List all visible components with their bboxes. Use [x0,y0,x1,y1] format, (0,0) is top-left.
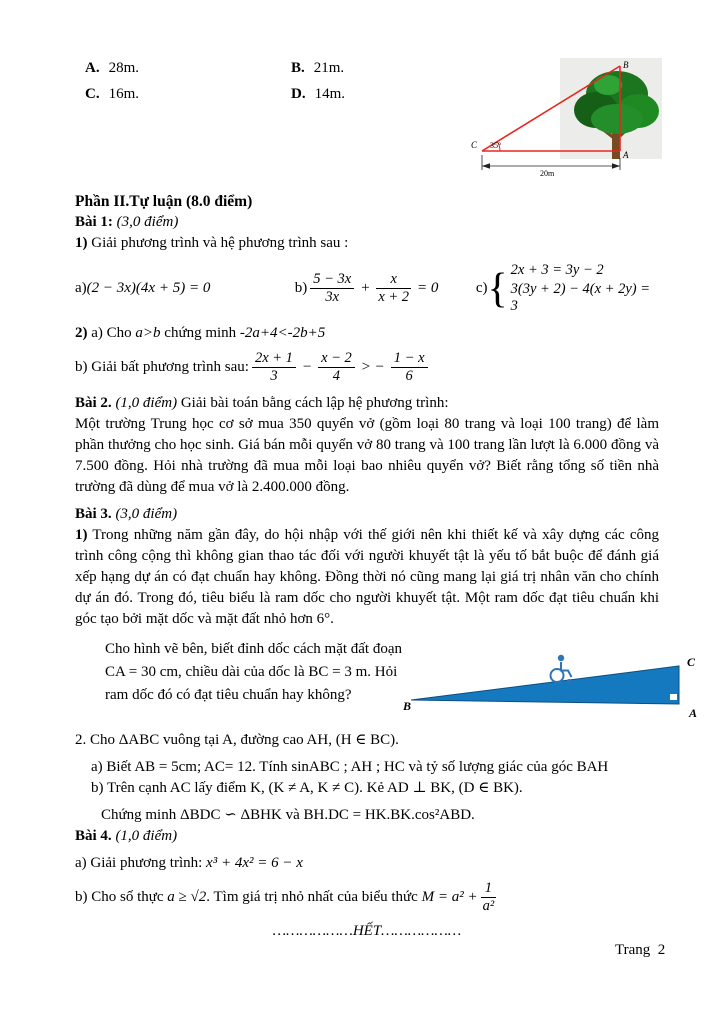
wheelchair-icon [551,655,572,683]
bai1-item2-number: 2) [75,325,88,341]
system-line-2: 3(3y + 2) − 4(x + 2y) = 3 [510,281,651,314]
plus-operator: + [360,280,371,296]
option-c-label: C. [85,85,100,102]
inequality-fraction-3 [391,350,428,385]
equation-b [295,271,476,306]
bai3-item2 [75,730,659,751]
system-line-1: 2x + 3 = 3y − 2 [510,262,604,278]
option-c-text: 16m. [108,85,140,102]
right-angle-mark [670,694,677,700]
answer-options [75,55,659,107]
fraction-denominator: 4 [332,368,341,384]
option-c [85,86,291,103]
ramp-triangle [411,666,679,704]
greater-than-operator: > − [360,359,385,375]
equals-zero: = 0 [417,280,439,296]
ramp-point-b-label: B [403,699,412,713]
option-b-label: B. [291,59,305,76]
bai3-item2-text: Cho ΔABC vuông tại A, đường cao AH, (H ∈ BC). [90,732,399,748]
bai1-heading [75,212,659,233]
bai4-item-a [75,853,659,874]
bai1-equations [75,262,659,315]
inequality-fraction-1 [252,350,296,385]
bai3-item1 [75,525,659,630]
fraction-numerator: 1 − x [391,350,428,368]
bai1-item2a [75,323,659,344]
answer-row-1 [75,55,659,81]
option-a-text: 28m. [108,59,140,76]
equation-a-expression: (2 − 3x)(4x + 5) = 0 [86,280,211,296]
item2a-mid: chứng minh [164,325,237,341]
part2-heading: Phần II.Tự luận (8.0 điểm) [75,193,253,210]
bai2-body: Một trường Trung học cơ sở mua 350 quyển vở (gồm loại 80 trang và loại 100 trang) để làm phần thưởng cho học sinh. Giá bán mỗi quyển vở 80 trang và 100 trang lần lượt là 6.000 đồng và 7.500 đồng. Hỏi nhà trường đã mua mỗi loại bao nhiêu quyển vở? Biết rằng tổng số tiền nhà trường đã dùng để mua vở là 2.400.000 đồng. [75,416,659,495]
bai4-b-condition: a ≥ √2 [167,889,207,905]
fraction-numerator: 5 − 3x [310,271,354,289]
page-content [75,55,698,942]
equation-c [476,262,659,315]
item2a-math2: -2a+4<-2b+5 [239,325,326,341]
option-b [291,60,497,77]
item2a-pre: a) Cho [91,325,132,341]
bai4-b-label: b) Cho số thực [75,889,164,905]
system-lines [511,262,659,315]
minus-operator: − [301,359,313,375]
fraction-numerator: 1 [481,880,497,898]
bai1-intro [75,233,659,254]
fraction-numerator: 2x + 1 [252,350,296,368]
equation-a-label: a) [75,280,87,296]
bai3-points: (3,0 điểm) [115,506,178,522]
bai3-item2a: a) Biết AB = 5cm; AC= 12. Tính sinABC ; AH ; HC và tỷ số lượng giác của góc BAH [91,759,609,775]
answer-row-2 [75,81,659,107]
option-a-label: A. [85,59,100,76]
bai4-title: Bài 4. [75,828,112,844]
bai4-b-mid: . Tìm giá trị nhỏ nhất của biểu thức [206,889,418,905]
bai1-points: (3,0 điểm) [116,214,179,230]
bai1-item2b [75,350,659,385]
bai4-b-expression: M = a² + [421,889,478,905]
item2b-label: b) Giải bất phương trình sau: [75,359,249,375]
option-d-text: 14m. [314,85,346,102]
bai3-item2-number: 2. [75,732,87,748]
option-b-text: 21m. [313,59,345,76]
bai3-item2-proof: Chứng minh ΔBDC ∽ ΔBHK và BH.DC = HK.BK.cos²ABD. [101,807,475,823]
bai3-item1-text: Trong những năm gần đây, do hội nhập với thế giới nên khi thiết kế và xây dựng các công trình công cộng thì không gian thao tác đối với người khuyết tật là yếu tố bắt buộc để đánh giá xếp hạng dự án có đạt chuẩn hay không. Đồng thời nó cũng mang lại giá trị nhân văn cho chính dự án đó. Trong đó, tiêu biểu là ram dốc cho người khuyết tật. Một ram dốc đạt tiêu chuẩn khi góc tạo bởi mặt dốc và mặt đất nhỏ hơn 6°. [75,527,659,627]
bai4-a-equation: x³ + 4x² = 6 − x [206,855,303,871]
fraction-denominator: a² [482,898,495,914]
fraction-numerator: x − 2 [318,350,355,368]
fraction-denominator: x + 2 [378,289,410,305]
bai3-title: Bài 3. [75,506,112,522]
equation-b-fraction-1 [310,271,354,306]
bai4-b-fraction [481,880,497,915]
equation-c-label: c) [475,280,488,296]
ramp-figure-box [403,638,703,720]
equation-b-label: b) [294,280,308,296]
option-d-label: D. [291,85,306,102]
end-marker: ………………HẾT……………… [272,923,462,939]
angle-label: 35° [490,141,502,150]
bai4-points: (1,0 điểm) [115,828,178,844]
fraction-numerator: x [376,271,411,289]
bai4-heading [75,826,659,847]
ramp-problem-block [75,638,703,720]
bai3-item1-number: 1) [75,527,88,543]
bai4-a-label: a) Giải phương trình: [75,855,203,871]
bai1-intro-text: Giải phương trình và hệ phương trình sau : [91,235,349,251]
bai1-intro-number: 1) [75,235,88,251]
equation-b-fraction-2 [376,271,411,306]
equation-a [75,280,295,297]
base-length-label: 20m [540,169,555,178]
ramp-problem-text: Cho hình vẽ bên, biết đỉnh dốc cách mặt đất đoạn CA = 30 cm, chiều dài của dốc là BC = 3 m. Hỏi ram dốc đó có đạt tiêu chuẩn hay không? [105,641,403,703]
ramp-figure [403,654,703,720]
item2a-math1: a>b [135,325,161,341]
option-d [291,86,497,103]
equation-system [487,262,659,315]
option-a [85,60,291,77]
ramp-point-a-label: A [689,706,698,720]
point-c-label: C [471,140,478,150]
bai2-title: Bài 2. [75,395,112,411]
fraction-denominator: 6 [405,368,413,384]
fraction-denominator: 3 [270,368,278,384]
point-a-label: A [623,150,629,160]
page-number: Trang 2 [615,942,666,958]
bai2-heading [75,393,659,414]
fraction-denominator: 3x [325,289,340,305]
bai3-item2b: b) Trên cạnh AC lấy điểm K, (K ≠ A, K ≠ C). Kẻ AD ⊥ BK, (D ∈ BK). [91,780,523,796]
bai2-points: (1,0 điểm) [115,395,178,411]
bai2-lead: Giải bài toán bằng cách lập hệ phương trình: [180,395,449,411]
bai3-heading [75,504,659,525]
point-b-label: B [623,60,629,70]
inequality-fraction-2 [318,350,355,385]
brace-icon: { [487,265,508,312]
bai1-title: Bài 1: [75,214,113,230]
bai4-item-b [75,880,659,915]
ramp-point-c-label: C [687,655,696,669]
